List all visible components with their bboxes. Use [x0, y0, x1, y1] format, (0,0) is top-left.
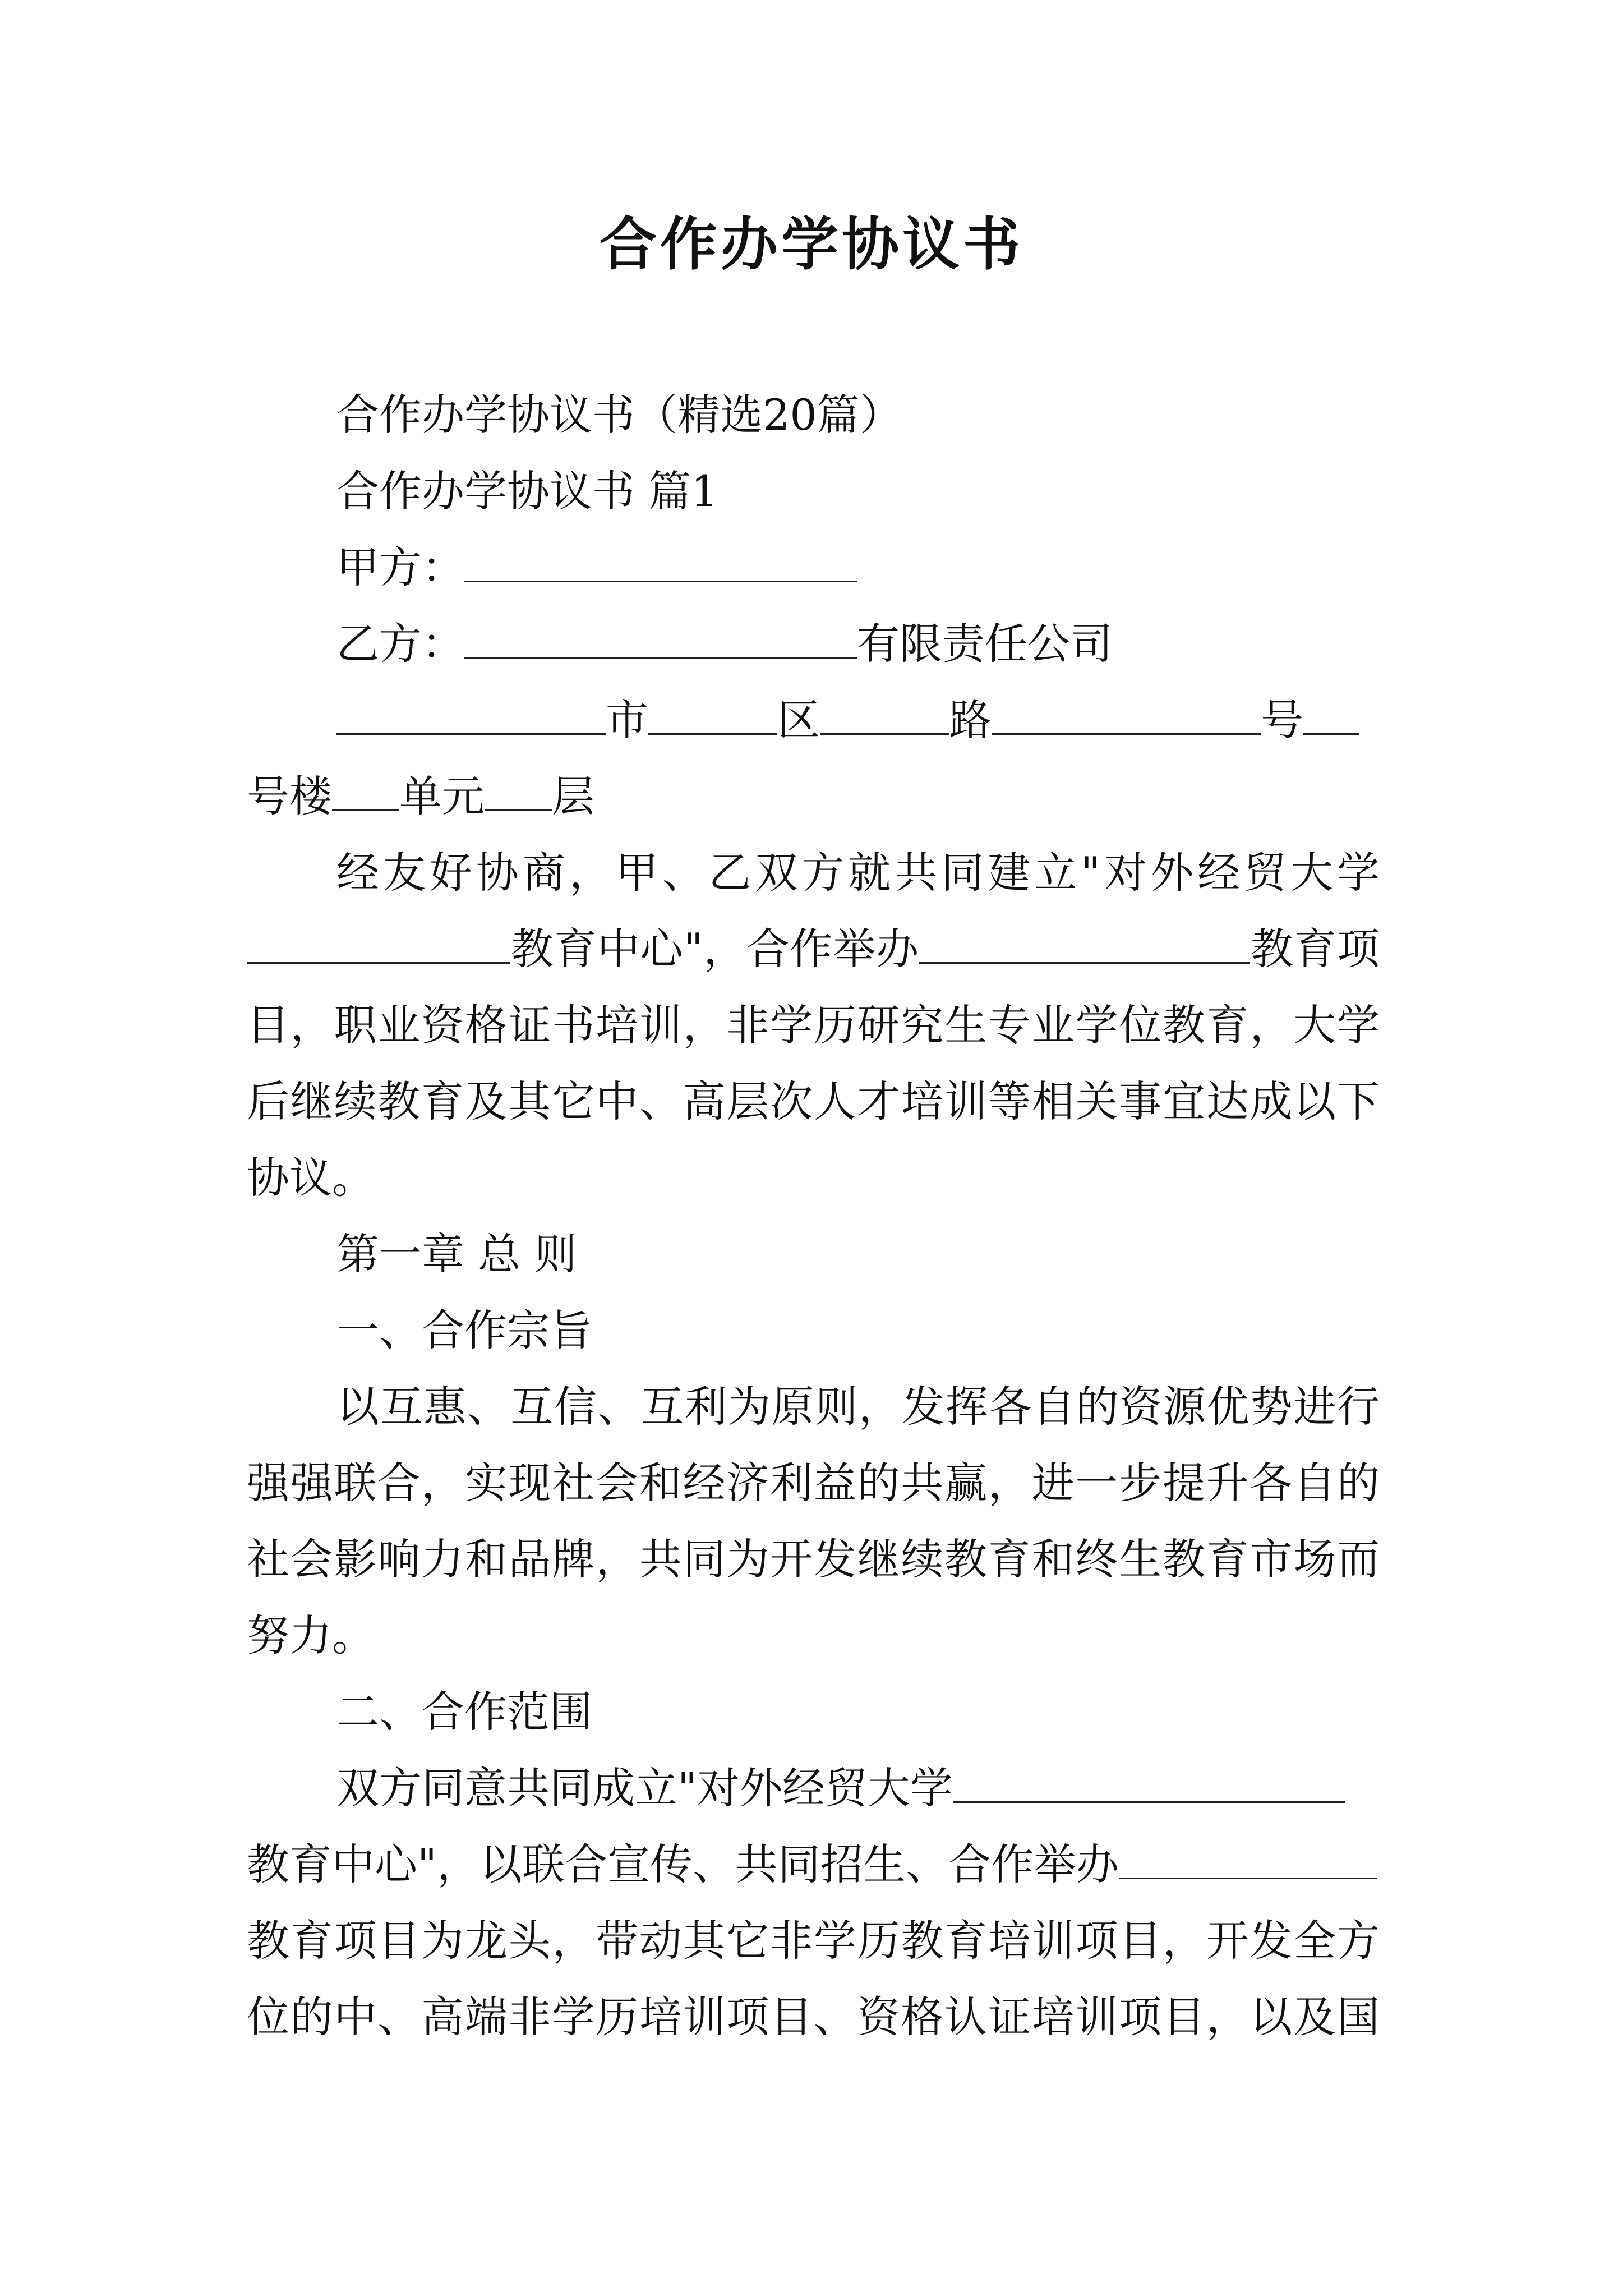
page-title: 合作办学协议书 — [600, 211, 1023, 278]
party-a-label: 甲方： — [336, 542, 464, 592]
address-blank — [820, 694, 949, 735]
paragraph-line: 位的中、高端非学历培训项目、资格认证培训项目，以及国 — [247, 1992, 1380, 2042]
paragraph-text: 教育中心"，以联合宣传、共同招生、合作举办 — [247, 1839, 1119, 1889]
paragraph-line: 后继续教育及其它中、高层次人才培训等相关事宜达成以下 — [247, 1076, 1380, 1126]
paragraph-line — [336, 1760, 1380, 1816]
address-building: 号楼 — [247, 771, 332, 821]
paragraph-line: 以互惠、互信、互利为原则，发挥各自的资源优势进行 — [336, 1382, 1380, 1432]
address-road: 路 — [949, 695, 992, 745]
party-b-blank — [464, 618, 857, 659]
paragraph-line — [247, 1837, 1380, 1893]
address-floor: 层 — [552, 771, 594, 821]
party-b-label: 乙方： — [336, 619, 464, 669]
paragraph-text: 双方同意共同成立"对外经贸大学 — [336, 1763, 953, 1813]
section-heading: 一、合作宗旨 — [336, 1305, 592, 1355]
party-a-line — [336, 540, 1380, 596]
paragraph-line: 社会影响力和品牌，共同为开发继续教育和终生教育市场而 — [247, 1534, 1380, 1584]
section-heading: 二、合作范围 — [336, 1687, 592, 1737]
party-a-blank — [464, 541, 857, 582]
section-heading: 合作办学协议书 篇1 — [336, 466, 718, 516]
address-line-2 — [247, 769, 1380, 825]
address-city: 市 — [606, 695, 648, 745]
address-blank — [648, 694, 777, 735]
paragraph-line: 经友好协商，甲、乙双方就共同建立"对外经贸大学 — [336, 848, 1380, 898]
blank — [919, 923, 1250, 964]
paragraph-text: 教育中心"，合作举办 — [510, 924, 920, 974]
paragraph-line: 目，职业资格证书培训，非学历研究生专业学位教育，大学 — [247, 1000, 1380, 1050]
paragraph-line — [247, 921, 1380, 977]
blank — [1119, 1838, 1377, 1879]
address-line — [336, 692, 1380, 748]
address-blank — [332, 770, 399, 811]
address-blank — [1303, 694, 1359, 735]
subtitle: 合作办学协议书（精选20篇） — [336, 390, 902, 440]
blank — [953, 1762, 1345, 1803]
paragraph-line: 教育项目为龙头，带动其它非学历教育培训项目，开发全方 — [247, 1916, 1380, 1966]
party-b-line — [336, 616, 1380, 672]
address-blank — [992, 694, 1261, 735]
address-blank — [485, 770, 552, 811]
paragraph-line: 强强联合，实现社会和经济利益的共赢，进一步提升各自的 — [247, 1458, 1380, 1508]
chapter-heading: 第一章 总 则 — [336, 1229, 577, 1279]
party-b-suffix: 有限责任公司 — [857, 619, 1113, 669]
blank — [247, 923, 510, 964]
paragraph-line: 努力。 — [247, 1611, 375, 1660]
address-unit: 单元 — [399, 771, 485, 821]
paragraph-text: 教育项 — [1250, 924, 1380, 974]
address-district: 区 — [777, 695, 820, 745]
address-number: 号 — [1261, 695, 1303, 745]
address-blank — [336, 694, 606, 735]
paragraph-line: 协议。 — [247, 1153, 375, 1203]
